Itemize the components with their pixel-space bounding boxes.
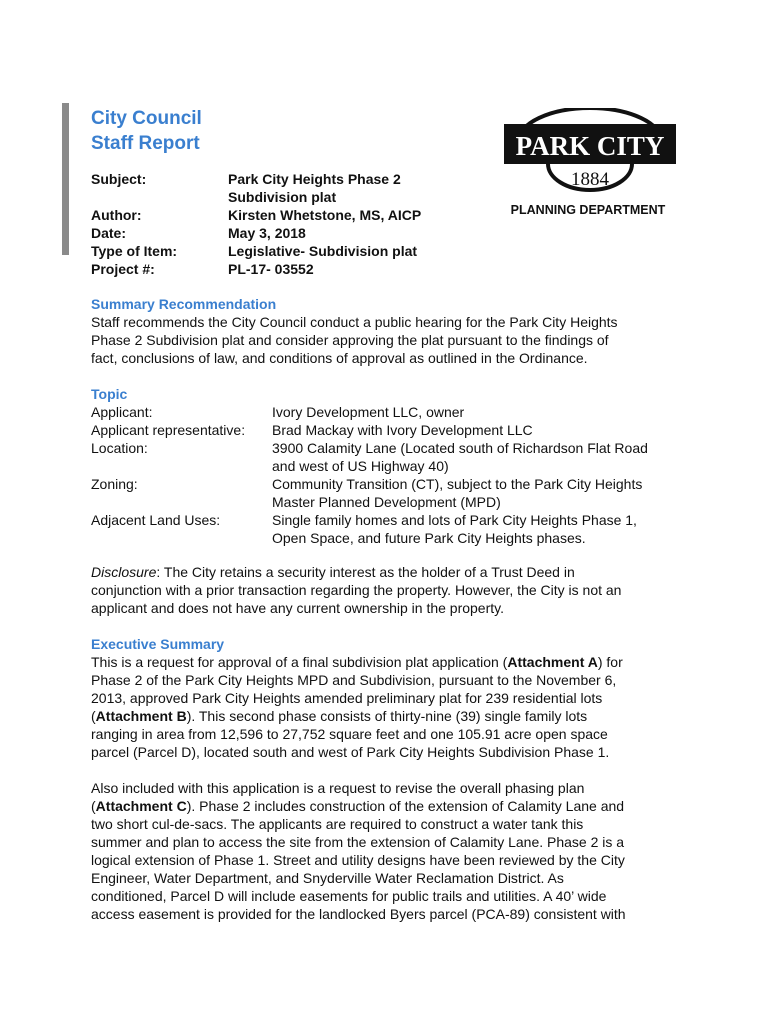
topic-value-line: and west of US Highway 40) [272, 458, 449, 474]
executive-line [91, 797, 671, 815]
type-label: Type of Item: [91, 243, 178, 259]
park-city-logo [500, 108, 680, 220]
topic-value [272, 475, 671, 511]
disclosure-label: Disclosure [91, 564, 157, 580]
executive-line [91, 707, 671, 725]
executive-line: ranging in area from 12,596 to 27,752 square feet and one 105.91 acre open space [91, 726, 608, 742]
logo-name-text: PARK CITY [515, 131, 665, 161]
summary-line: fact, conclusions of law, and conditions of approval as outlined in the Ordinance. [91, 350, 588, 366]
title-line-1: City Council [91, 108, 202, 129]
topic-value [272, 439, 671, 475]
executive-summary-section [91, 635, 671, 923]
project-value: PL-17- 03552 [228, 261, 314, 277]
topic-value-line: Master Planned Development (MPD) [272, 494, 501, 510]
attachment-b-reference: Attachment B [95, 708, 187, 724]
meta-row-date [91, 224, 458, 242]
executive-line: parcel (Parcel D), located south and west of Park City Heights Subdivision Phase 1. [91, 744, 610, 760]
disclosure-section [91, 563, 671, 617]
author-label: Author: [91, 207, 142, 223]
summary-line: Staff recommends the City Council conduct a public hearing for the Park City Heights [91, 314, 618, 330]
topic-value [272, 403, 671, 421]
topic-section [91, 385, 671, 547]
park-city-logo-graphic [500, 108, 680, 220]
meta-row-subject [91, 170, 458, 206]
topic-value [272, 511, 671, 547]
attachment-c-reference: Attachment C [95, 798, 187, 814]
topic-label: Applicant representative: [91, 422, 246, 438]
text-run: ( [91, 708, 96, 724]
executive-line: Phase 2 of the Park City Heights MPD and Subdivision, pursuant to the November 6, [91, 672, 617, 688]
report-title [91, 106, 202, 156]
topic-value-line: Single family homes and lots of Park City Heights Phase 1, [272, 512, 637, 528]
logo-department-text: PLANNING DEPARTMENT [510, 203, 666, 217]
subject-label: Subject: [91, 171, 147, 187]
executive-line: access easement is provided for the landlocked Byers parcel (PCA-89) consistent with [91, 906, 626, 922]
topic-label: Adjacent Land Uses: [91, 512, 221, 528]
text-run: ). This second phase consists of thirty-nine (39) single family lots [186, 708, 588, 724]
topic-label: Zoning: [91, 476, 138, 492]
topic-label: Location: [91, 440, 148, 456]
report-metadata [91, 170, 458, 278]
date-value: May 3, 2018 [228, 225, 306, 241]
subject-value-line-1: Park City Heights Phase 2 [228, 171, 401, 187]
disclosure-line: applicant and does not have any current ownership in the property. [91, 600, 504, 616]
summary-recommendation-section [91, 295, 671, 367]
project-label: Project #: [91, 261, 155, 277]
topic-value-line: Brad Mackay with Ivory Development LLC [272, 422, 533, 438]
text-run: ( [91, 798, 96, 814]
executive-line: conditioned, Parcel D will include easements for public trails and utilities. A 40’ wide [91, 888, 607, 904]
text-run: ) for [597, 654, 623, 670]
topic-value-line: Open Space, and future Park City Heights phases. [272, 530, 586, 546]
subject-value [228, 170, 458, 206]
date-label: Date: [91, 225, 127, 241]
executive-line [91, 653, 671, 671]
meta-row-type [91, 242, 458, 260]
executive-line: Also included with this application is a request to revise the overall phasing plan [91, 780, 585, 796]
title-line-2: Staff Report [91, 133, 200, 154]
topic-label: Applicant: [91, 404, 153, 420]
topic-value-line: 3900 Calamity Lane (Located south of Richardson Flat Road [272, 440, 648, 456]
text-run: This is a request for approval of a final subdivision plat application ( [91, 654, 508, 670]
topic-row-zoning [91, 475, 671, 511]
disclosure-line: conjunction with a prior transaction regarding the property. However, the City is not an [91, 582, 622, 598]
executive-heading: Executive Summary [91, 636, 225, 652]
executive-line: summer and plan to access the site from the extension of Calamity Lane. Phase 2 is a [91, 834, 625, 850]
meta-row-project [91, 260, 458, 278]
logo-year-text: 1884 [571, 169, 609, 190]
paragraph-spacer [91, 761, 671, 779]
executive-line: logical extension of Phase 1. Street and utility designs have been reviewed by the City [91, 852, 625, 868]
topic-row-location [91, 439, 671, 475]
author-value: Kirsten Whetstone, MS, AICP [228, 207, 422, 223]
text-run: ). Phase 2 includes construction of the extension of Calamity Lane and [186, 798, 625, 814]
type-value: Legislative- Subdivision plat [228, 243, 418, 259]
subject-value-line-2: Subdivision plat [228, 189, 337, 205]
topic-value [272, 421, 671, 439]
summary-line: Phase 2 Subdivision plat and consider approving the plat pursuant to the findings of [91, 332, 609, 348]
topic-row-applicant [91, 403, 671, 421]
attachment-a-reference: Attachment A [507, 654, 598, 670]
topic-row-representative [91, 421, 671, 439]
executive-line: two short cul-de-sacs. The applicants are required to construct a water tank this [91, 816, 584, 832]
topic-value-line: Community Transition (CT), subject to the Park City Heights [272, 476, 643, 492]
topic-value-line: Ivory Development LLC, owner [272, 404, 465, 420]
summary-heading: Summary Recommendation [91, 296, 277, 312]
executive-line: 2013, approved Park City Heights amended preliminary plat for 239 residential lots [91, 690, 603, 706]
disclosure-text: : The City retains a security interest as the holder of a Trust Deed in [156, 564, 575, 580]
executive-line: Engineer, Water Department, and Snyderville Water Reclamation District. As [91, 870, 564, 886]
topic-heading: Topic [91, 386, 128, 402]
disclosure-line [91, 563, 671, 581]
meta-row-author [91, 206, 458, 224]
topic-row-adjacent-land-uses [91, 511, 671, 547]
sidebar-accent-bar [62, 103, 69, 255]
